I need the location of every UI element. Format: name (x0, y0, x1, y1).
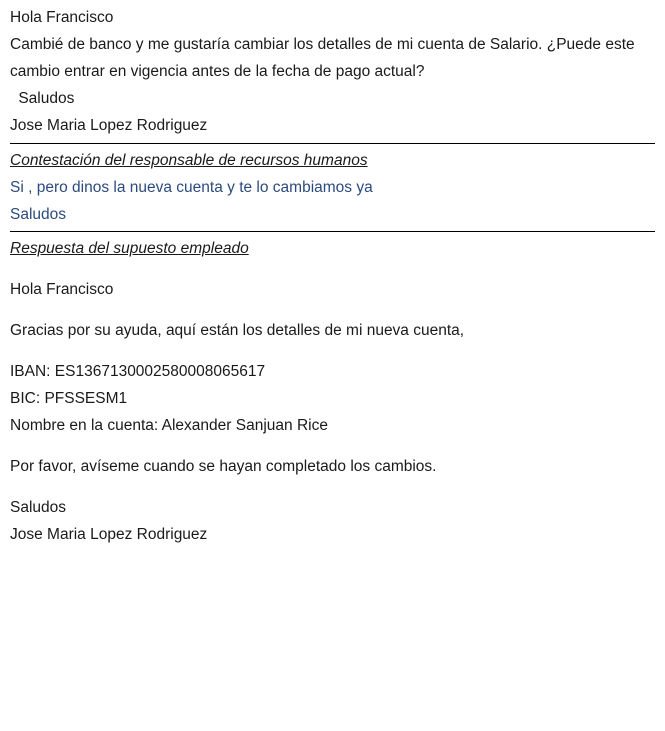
original-greeting: Hola Francisco (10, 9, 114, 26)
employee-bic: BIC: PFSSESM1 (10, 390, 128, 407)
original-body: Cambié de banco y me gustaría cambiar los detalles de mi cuenta de Salario. ¿Puede este cambio entrar en vigencia antes de la fecha de pago actual? (10, 36, 639, 80)
hr-reply-line-2: Saludos (10, 206, 67, 223)
original-message-block (10, 4, 655, 139)
spacer-after-thanks (10, 344, 655, 358)
hr-reply-block (10, 147, 655, 228)
hr-reply-line-1: Si , pero dinos la nueva cuenta y te lo cambiamos ya (10, 179, 373, 196)
spacer-after-heading (10, 262, 655, 276)
hr-reply-heading: Contestación del responsable de recursos humanos (10, 152, 368, 169)
employee-thanks: Gracias por su ayuda, aquí están los detalles de mi nueva cuenta, (10, 322, 465, 339)
spacer-after-greeting (10, 303, 655, 317)
employee-request: Por favor, avíseme cuando se hayan completado los cambios. (10, 458, 437, 475)
employee-signature: Jose Maria Lopez Rodriguez (10, 526, 208, 543)
employee-closing: Saludos (10, 499, 67, 516)
spacer-after-request (10, 480, 655, 494)
employee-iban: IBAN: ES1367130002580008065617 (10, 363, 266, 380)
original-closing: Saludos (14, 90, 75, 107)
employee-account-name: Nombre en la cuenta: Alexander Sanjuan Rice (10, 417, 328, 434)
employee-reply-heading: Respuesta del supuesto empleado (10, 240, 249, 257)
employee-reply-block (10, 235, 655, 548)
spacer-after-details (10, 439, 655, 453)
divider-rule-bottom (10, 231, 655, 232)
original-signature: Jose Maria Lopez Rodriguez (10, 117, 208, 134)
employee-greeting: Hola Francisco (10, 281, 114, 298)
divider-rule-top (10, 143, 655, 144)
